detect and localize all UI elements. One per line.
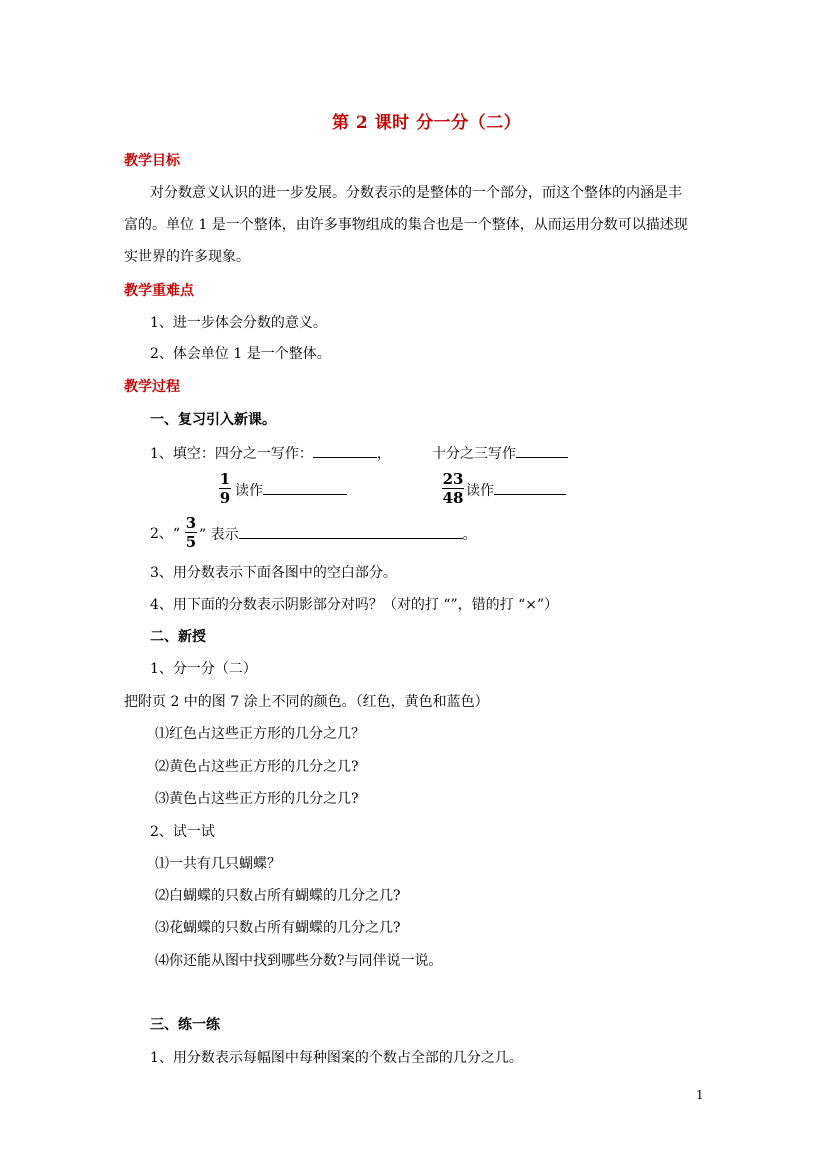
key-point-1: 1、进一步体会分数的意义。: [150, 315, 327, 331]
page-number: 1: [696, 1088, 704, 1102]
new-item-2-b: ⑵白蝴蝶的只数占所有蝴蝶的几分之几?: [155, 888, 401, 904]
goal-text-line3: 实世界的许多现象。: [124, 249, 250, 265]
new-item-2-a: ⑴一共有几只蝴蝶？: [155, 856, 281, 872]
question-2-rest: [199, 524, 477, 545]
question-3: 3、用分数表示下面各图中的空白部分。: [150, 565, 397, 581]
goal-text-line2: 富的。单位 1 是一个整体，由许多事物组成的集合也是一个整体，从而运用分数可以描述现: [124, 217, 688, 233]
question-2-suffix: ” 表示: [199, 527, 239, 543]
new-item-2: 2、试一试: [150, 824, 215, 840]
fraction-denominator: 5: [185, 533, 197, 551]
fill-question-2-text: 十分之三写作: [432, 446, 516, 462]
review-heading: 一、复习引入新课。: [150, 412, 276, 428]
goal-text-line1: 对分数意义认识的进一步发展。分数表示的是整体的一个部分，而这个整体的内涵是丰: [150, 185, 682, 201]
fraction-1-9: [218, 470, 232, 507]
fill-question-2: [432, 443, 568, 464]
read-as-1: [235, 480, 347, 501]
new-lesson-heading: 二、新授: [150, 629, 206, 645]
new-item-1-c: ⑶黄色占这些正方形的几分之几?: [155, 791, 359, 807]
key-point-2: 2、体会单位 1 是一个整体。: [150, 346, 331, 362]
read-as-label: 读作: [466, 483, 494, 499]
new-item-1-desc: 把附页 2 中的图 7 涂上不同的颜色。（红色，黄色和蓝色）: [124, 694, 489, 710]
new-item-2-c: ⑶花蝴蝶的只数占所有蝴蝶的几分之几?: [155, 920, 401, 936]
new-item-1-a: ⑴红色占这些正方形的几分之几？: [155, 726, 365, 742]
fill-question-text: 1、填空：四分之一写作：: [150, 446, 313, 462]
process-heading: 教学过程: [124, 379, 180, 395]
fraction-denominator: 48: [442, 489, 464, 507]
new-item-1: 1、分一分（二）: [150, 661, 257, 677]
read-as-label: 读作: [235, 483, 263, 499]
fraction-numerator: 23: [442, 470, 464, 488]
read-blank-1[interactable]: [263, 480, 347, 495]
page-title: 第 2 课时 分一分（二）: [332, 113, 522, 133]
key-points-heading: 教学重难点: [124, 283, 194, 299]
fraction-denominator: 9: [219, 489, 231, 507]
new-item-1-b: ⑵黄色占这些正方形的几分之几?: [155, 759, 359, 775]
question-2-prefix: 2、“: [150, 526, 181, 542]
practice-item-1: 1、用分数表示每幅图中每种图案的个数占全部的几分之几。: [150, 1050, 523, 1066]
meaning-blank[interactable]: [239, 524, 463, 539]
question-4: 4、用下面的分数表示阴影部分对吗？（对的打 “”，错的打 “×”）: [150, 597, 559, 613]
fill-blank-1[interactable]: [313, 443, 377, 458]
read-blank-2[interactable]: [494, 480, 566, 495]
fill-blank-2[interactable]: [516, 443, 568, 458]
new-item-2-d: ⑷你还能从图中找到哪些分数?与同伴说一说。: [155, 953, 443, 969]
practice-heading: 三、练一练: [150, 1017, 220, 1033]
read-as-2: [466, 480, 566, 501]
fraction-3-5: [184, 514, 198, 551]
goal-heading: 教学目标: [124, 153, 180, 169]
fraction-23-48: [441, 470, 465, 507]
question-2-end: 。: [462, 527, 477, 543]
fill-question: 1、填空：四分之一写作： ，: [150, 443, 391, 464]
fraction-numerator: 1: [219, 470, 231, 488]
fraction-numerator: 3: [185, 514, 197, 532]
